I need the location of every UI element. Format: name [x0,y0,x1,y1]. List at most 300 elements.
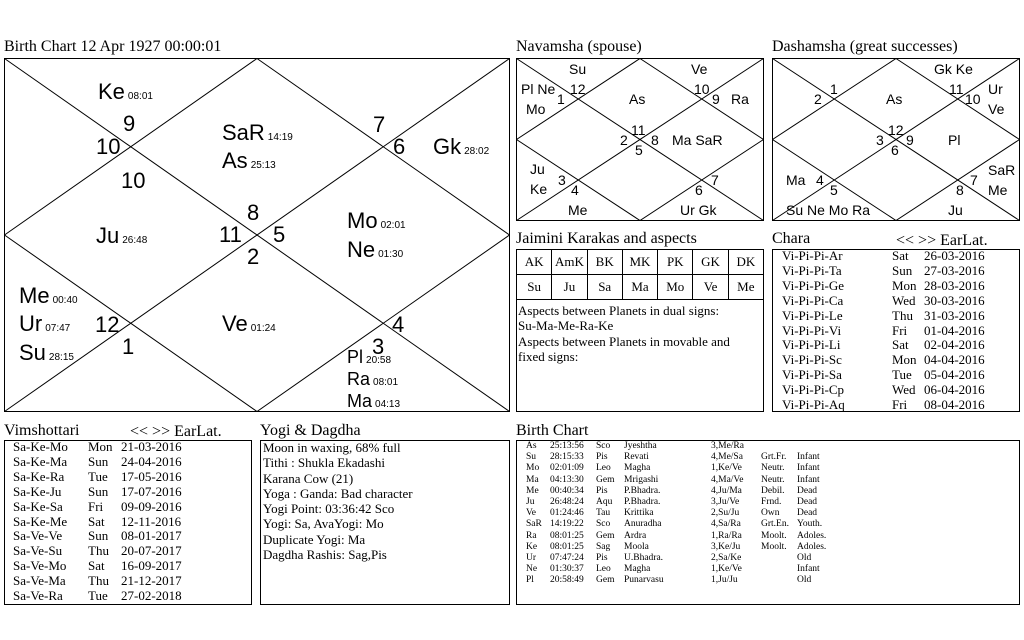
pada: 1,Ra/Ra [711,530,742,541]
planet-label: Ve [691,61,708,77]
weekday: Tue [892,367,912,383]
planet: Ke [526,541,538,552]
date: 26-03-2016 [924,248,985,263]
date: 20-07-2017 [121,543,182,559]
house-num: 1 [122,334,135,359]
degree: 28:15:33 [550,452,584,463]
table-row [526,452,826,463]
degree: 01:24:46 [550,508,584,519]
planet-degree: 04:13 [375,399,401,410]
planet-name: Ra [347,369,371,389]
planet-name: Pl [347,347,364,367]
planet-label: Ve [988,101,1005,117]
house-num: 8 [956,182,964,198]
list-item [13,559,182,574]
period: Sa-Ke-Mo [13,439,68,454]
period: Vi-Pi-Pi-Ar [782,248,843,263]
planet-degree: 02:01 [380,220,406,231]
aspects-text [518,303,730,364]
list-item [782,279,985,294]
yogi-line: Yoga : Ganda: Bad character [263,485,413,501]
nakshatra: Revati [624,452,649,463]
degree: 02:01:09 [550,463,584,474]
list-item [782,383,985,398]
pada: 3,Ke/Ju [711,541,741,552]
pada: 1,Ke/Ve [711,463,742,474]
planet-label: Ju [948,202,963,218]
weekday: Sun [88,483,109,499]
svg-text:Gk28:02 [433,134,490,159]
weekday: Mon [892,352,917,368]
date: 16-09-2017 [121,558,182,574]
pada: 3,Ju/Ve [711,497,740,508]
karaka-value: Sa [587,275,622,300]
planet-degree: 20:58 [366,355,392,366]
house-num: 2 [247,244,260,269]
relation: Grt.En. [761,519,789,530]
house-num: 2 [814,91,822,107]
planet-label: Ma [786,172,806,188]
planet-name: SaR [222,120,265,145]
list-item [782,294,985,309]
planet-label: As [886,91,903,107]
degree: 26:48:24 [550,497,584,508]
house-num: 7 [970,172,978,188]
birth-chart-table-title: Birth Chart [516,422,589,439]
nakshatra: P.Bhadra. [624,497,661,508]
list-item [782,249,985,264]
house-num: 3 [372,334,385,359]
planet-degree: 00:40 [52,295,78,306]
weekday: Fri [88,498,104,514]
period: Vi-Pi-Pi-Ge [782,277,845,293]
house-num: 3 [876,132,884,148]
house-num: 9 [906,132,914,148]
period: Sa-Ve-Ra [13,588,63,604]
period: Vi-Pi-Pi-Vi [782,322,842,338]
house-num: 5 [273,222,286,247]
planet-name: Ve [222,311,248,336]
house-num: 2 [620,132,628,148]
planet-degree: 01:30 [378,249,404,260]
planet: Ju [526,497,535,508]
house-num: 8 [247,200,260,225]
karaka-header: GK [693,250,728,275]
date: 17-07-2016 [121,483,182,499]
vimshottari-title: Vimshottari [4,422,80,439]
age: Dead [797,485,818,496]
vimshottari-list [13,440,182,604]
sign: Gem [596,575,615,586]
period: Sa-Ke-Ra [13,468,65,484]
age: Infant [797,474,820,485]
svg-text:Ve01:24 [222,311,276,336]
karaka-header: AK [517,250,552,275]
yogi-line: Tithi : Shukla Ekadashi [263,455,385,471]
yogi-line: Karana Cow (21) [263,470,354,486]
list-item [13,574,182,589]
house-num: 11 [219,222,242,247]
table-row [526,475,826,486]
main-chart [4,58,510,412]
aspects-line: Su-Ma-Me-Ra-Ke [518,318,614,334]
planet-name: Me [19,283,50,308]
planet-label: Ju [530,161,545,177]
chara-list [782,249,985,413]
degree: 20:58:49 [550,575,584,586]
planet: Su [526,452,537,463]
karaka-value: Su [517,275,552,300]
planet-label: Ur [988,81,1003,97]
weekday: Tue [88,468,108,484]
navamsha-title: Navamsha (spouse) [516,38,642,55]
karaka-value: Ve [693,275,728,300]
period: Sa-Ve-Su [13,543,63,559]
weekday: Mon [88,439,113,454]
planet: Pl [526,575,534,586]
planet: Mo [526,463,540,474]
date: 24-04-2016 [121,453,182,469]
planet: Ve [526,508,537,519]
house-num: 12 [888,122,904,138]
planet-label: Mo [526,101,546,117]
date: 08-04-2016 [924,397,985,413]
date: 27-02-2018 [121,588,182,604]
svg-text:Ur07:47 [19,311,71,336]
relation: Debil. [761,485,785,496]
nakshatra: U.Bhadra. [624,553,664,564]
weekday: Sun [88,453,109,469]
relation [761,441,797,452]
svg-text:Me00:40 [19,283,78,308]
planet-name: Ju [96,223,120,248]
nakshatra: Krittika [624,508,654,519]
list-item [782,264,985,279]
age: Old [797,553,812,564]
weekday: Sun [892,262,913,278]
sign: Pis [596,553,608,564]
pada: 4,Ju/Ma [711,485,742,496]
period: Vi-Pi-Pi-Sa [782,367,842,383]
sign: Pis [596,452,608,463]
sign: Leo [596,463,611,474]
list-item [782,324,985,339]
planet-label: Pl [948,132,961,148]
svg-text:Pl20:58 [347,347,391,367]
list-item [13,455,182,470]
svg-text:Ma04:13 [347,391,400,411]
list-item [782,398,985,413]
date: 02-04-2016 [924,337,985,353]
relation: Frnd. [761,497,782,508]
period: Vi-Pi-Pi-Ta [782,262,842,278]
relation: Grt.Fr. [761,452,787,463]
house-num: 5 [830,182,838,198]
table-row [526,441,826,452]
yogi-line: Yogi: Sa, AvaYogi: Mo [263,516,384,532]
yogi-line: Yogi Point: 03:36:42 Sco [263,501,395,517]
planet-label: Gk Ke [934,61,973,77]
planet: Ma [526,474,539,485]
date: 17-05-2016 [121,468,182,484]
planet-name: Ke [98,79,125,104]
planet: Ne [526,564,538,575]
pada: 2,Su/Ju [711,508,740,519]
karaka-value: Ma [622,275,657,300]
date: 21-12-2017 [121,573,182,589]
house-num: 9 [123,111,136,136]
planet-degree: 07:47 [45,323,71,334]
navamsha-chart [516,58,764,221]
list-item [13,470,182,485]
age: Adoles. [797,530,827,541]
degree: 04:13:30 [550,474,584,485]
planet-name: Ma [347,391,373,411]
svg-text:SaR14:19 [222,120,293,145]
nakshatra: Anuradha [624,519,662,530]
date: 04-04-2016 [924,352,985,368]
nakshatra: Jyeshtha [624,441,657,451]
chara-nav[interactable]: << >> EarLat. [896,232,988,249]
planet: Ra [526,530,537,541]
karaka-header: BK [587,250,622,275]
planet-label: Pl Ne [521,81,556,97]
planet-name: Ne [347,237,376,262]
yogi-title: Yogi & Dagdha [260,422,361,439]
period: Sa-Ke-Me [13,513,68,529]
house-num: 10 [965,91,981,107]
house-num: 9 [712,91,720,107]
degree: 00:40:34 [550,485,584,496]
vimshottari-nav[interactable]: << >> EarLat. [130,423,222,440]
degree: 25:13:56 [550,441,584,451]
svg-text:As25:13 [222,148,276,173]
age: Dead [797,508,818,519]
degree: 14:19:22 [550,519,584,530]
list-item [13,589,182,604]
table-row [526,519,826,530]
planet-label: Ke [530,181,548,197]
date: 21-03-2016 [121,439,182,454]
period: Vi-Pi-Pi-Sc [782,352,842,368]
main-chart-title: Birth Chart 12 Apr 1927 00:00:01 [4,38,222,55]
planet-name: As [222,148,248,173]
age: Infant [797,463,820,474]
pada: 3,Me/Ra [711,441,744,451]
house-num: 6 [695,182,703,198]
weekday: Fri [892,322,908,338]
planet-table [526,441,826,587]
list-item [782,368,985,383]
age: Infant [797,564,820,575]
svg-text:Ra08:01 [347,369,398,389]
planet-degree: 25:13 [250,160,276,171]
age: Youth. [797,519,823,530]
house-num: 8 [651,132,659,148]
planet-label: SaR [988,162,1016,178]
period: Sa-Ke-Ju [13,483,62,499]
list-item [782,353,985,368]
house-num: 10 [96,134,121,159]
planet-label: Me [988,182,1008,198]
house-num: 4 [571,182,579,198]
house-num: 6 [393,134,406,159]
nakshatra: Mrigashi [624,474,659,485]
karaka-header: PK [658,250,693,275]
pada: 4,Me/Sa [711,452,743,463]
date: 01-04-2016 [924,322,985,338]
svg-text:Su28:15 [19,340,74,365]
weekday: Mon [892,277,917,293]
planet-label: Su [569,61,587,77]
relation [761,564,797,575]
planet-name: Gk [433,134,462,159]
weekday: Sat [892,248,909,263]
date: 12-11-2016 [121,513,182,529]
karakas-table [516,249,764,300]
karaka-value: Ju [552,275,587,300]
table-row [526,497,826,508]
house-num: 12 [570,81,586,97]
planet-degree: 28:02 [464,146,490,157]
sign: Sag [596,541,611,552]
pada: 2,Sa/Ke [711,553,742,564]
planet-degree: 08:01 [127,91,153,102]
list-item [13,515,182,530]
degree: 08:01:25 [550,541,584,552]
sign: Pis [596,485,608,496]
pada: 4,Ma/Ve [711,474,744,485]
relation: Own [761,508,780,519]
period: Sa-Ve-Mo [13,558,67,574]
planet-degree: 28:15 [48,352,74,363]
table-row [526,575,826,586]
house-num: 7 [373,112,386,137]
weekday: Sat [88,513,105,529]
house-num: 10 [121,168,146,193]
yogi-line: Duplicate Yogi: Ma [263,531,366,547]
nakshatra: Magha [624,564,651,575]
weekday: Thu [88,573,109,589]
period: Vi-Pi-Pi-Ca [782,292,844,308]
planet-label: As [629,91,646,107]
date: 06-04-2016 [924,382,985,398]
list-item [13,544,182,559]
age: Dead [797,497,818,508]
pada: 1,Ju/Ju [711,575,738,586]
weekday: Wed [892,292,916,308]
period: Vi-Pi-Pi-Le [782,307,843,323]
house-num: 7 [711,172,719,188]
relation: Neutr. [761,463,785,474]
list-item [13,500,182,515]
house-num: 1 [830,81,838,97]
relation [761,575,797,586]
nakshatra: Magha [624,463,651,474]
house-num: 6 [891,142,899,158]
period: Sa-Ke-Ma [13,453,68,469]
date: 27-03-2016 [924,262,985,278]
weekday: Sun [88,528,109,544]
svg-text:Ne01:30 [347,237,404,262]
date: 31-03-2016 [924,307,985,323]
planet-label: Ur Gk [680,202,717,218]
list-item [782,309,985,324]
date: 05-04-2016 [924,367,985,383]
house-num: 11 [631,122,646,138]
chara-title: Chara [772,230,811,247]
karaka-header: DK [728,250,763,275]
degree: 07:47:24 [550,553,584,564]
svg-text:Ju26:48 [96,223,148,248]
weekday: Tue [88,588,108,604]
period: Vi-Pi-Pi-Aq [782,397,845,413]
period: Sa-Ke-Sa [13,498,63,514]
house-num: 11 [949,81,964,97]
age: Old [797,575,812,586]
table-row [526,553,826,564]
nakshatra: Ardra [624,530,647,541]
date: 30-03-2016 [924,292,985,308]
sign: Gem [596,474,615,485]
date: 08-01-2017 [121,528,182,544]
sign: Aqu [596,497,613,508]
planet: SaR [526,519,542,530]
period: Vi-Pi-Pi-Cp [782,382,845,398]
age: Adoles. [797,541,827,552]
degree: 01:30:37 [550,564,584,575]
house-num: 12 [95,312,120,337]
planet-name: Ur [19,311,43,336]
table-row [526,463,826,474]
weekday: Sat [892,337,909,353]
weekday: Fri [892,397,908,413]
svg-text:Mo02:01 [347,208,406,233]
planet-label: Ma SaR [672,132,723,148]
table-row [526,564,826,575]
house-num: 1 [557,91,565,107]
nakshatra: P.Bhadra. [624,485,661,496]
house-num: 4 [816,172,824,188]
karaka-header: AmK [552,250,587,275]
date: 28-03-2016 [924,277,985,293]
period: Sa-Ve-Ma [13,573,66,589]
planet-degree: 01:24 [250,323,276,334]
age: Infant [797,452,820,463]
relation: Moolt. [761,541,787,552]
list-item [782,338,985,353]
planet-name: Su [19,340,46,365]
yogi-line: Moon in waxing, 68% full [263,440,401,455]
planet-degree: 14:19 [267,132,293,143]
planet-name: Mo [347,208,378,233]
table-row [526,542,826,553]
house-num: 4 [392,312,405,337]
sign: Gem [596,530,615,541]
table-row [526,486,826,497]
karaka-value: Mo [658,275,693,300]
planet: Me [526,485,539,496]
weekday: Sat [88,558,105,574]
aspects-line: fixed signs: [518,348,579,364]
yogi-line: Dagdha Rashis: Sag,Pis [263,547,387,563]
sign: Leo [596,564,611,575]
karaka-header: MK [622,250,657,275]
weekday: Thu [892,307,913,323]
planet-degree: 08:01 [373,377,399,388]
svg-text:Ke08:01 [98,79,153,104]
planet-label: Ra [731,91,749,107]
